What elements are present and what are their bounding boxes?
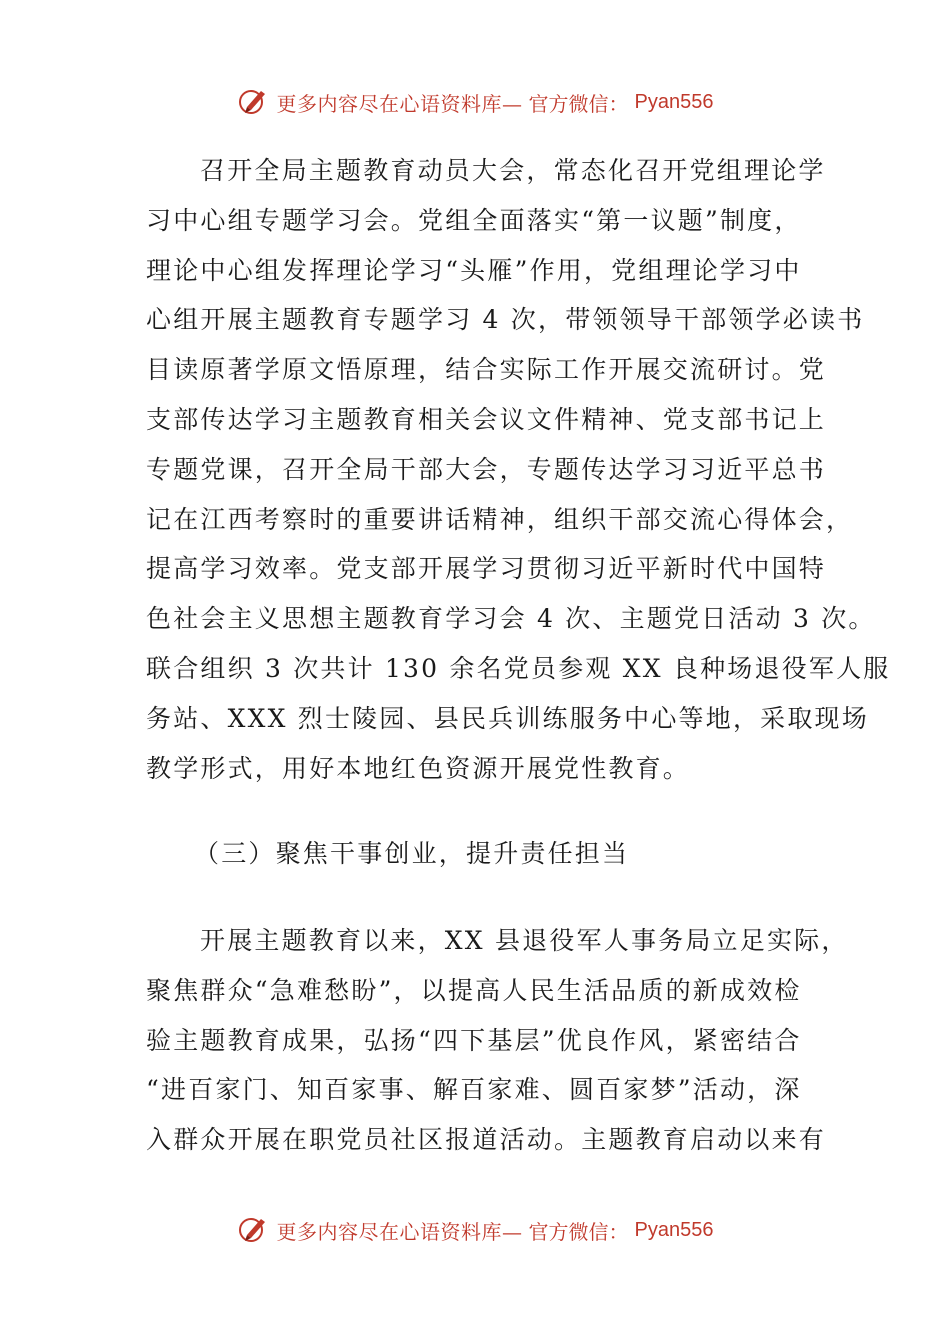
document-body: [146, 146, 891, 793]
text-line: 验主题教育成果，弘扬“四下基层”优良作风，紧密结合: [146, 1025, 802, 1055]
paragraph-2: [146, 916, 849, 1165]
text-line: 开展主题教育以来，XX 县退役军人事务局立足实际，: [200, 926, 849, 955]
page-footer: [0, 1208, 950, 1252]
text-line: 支部传达学习主题教育相关会议文件精神、党支部书记上: [146, 404, 827, 434]
text-line: 提高学习效率。党支部开展学习贯彻习近平新时代中国特: [146, 554, 827, 584]
text-line: 习中心组专题学习会。党组全面落实“第一议题”制度，: [146, 205, 802, 235]
paragraph-1: [146, 146, 891, 793]
section-heading: （三）聚焦干事创业，提升责任担当: [194, 839, 630, 868]
text-line: 理论中心组发挥理论学习“头雁”作用，党组理论学习中: [146, 255, 802, 285]
header-banner: [237, 85, 714, 119]
footer-brand-text: 更多内容尽在心语资料库—: [276, 1219, 523, 1244]
header-wechat-label: 官方微信：: [528, 91, 629, 116]
text-line: 教学形式，用好本地红色资源开展党性教育。: [146, 753, 691, 783]
text-line: 色社会主义思想主题教育学习会 4 次、主题党日活动 3 次。: [146, 604, 876, 634]
text-line: 专题党课，召开全局干部大会，专题传达学习习近平总书: [146, 454, 827, 484]
text-line: 入群众开展在职党员社区报道活动。主题教育启动以来有: [146, 1125, 827, 1155]
text-line: “进百家门、知百家事、解百家难、圆百家梦”活动，深: [146, 1075, 802, 1105]
document-body-continued: [146, 916, 849, 1165]
footer-wechat-id: Pyan556: [634, 1218, 714, 1241]
text-line: 召开全局主题教育动员大会，常态化召开党组理论学: [200, 156, 826, 185]
pen-logo-icon: [237, 85, 271, 119]
header-brand-text: 更多内容尽在心语资料库—: [276, 91, 523, 116]
page-header: [0, 80, 950, 124]
text-line: 目读原著学原文悟原理，结合实际工作开展交流研讨。党: [146, 355, 827, 385]
text-line: 聚焦群众“急难愁盼”，以提高人民生活品质的新成效检: [146, 975, 802, 1005]
header-wechat-id: Pyan556: [634, 90, 714, 113]
pen-logo-icon: [237, 1213, 271, 1247]
text-line: 务站、XXX 烈士陵园、县民兵训练服务中心等地，采取现场: [146, 703, 869, 733]
footer-banner: [237, 1213, 714, 1247]
footer-wechat-label: 官方微信：: [528, 1219, 629, 1244]
text-line: 心组开展主题教育专题学习 4 次，带领领导干部领学必读书: [146, 305, 865, 335]
text-line: 联合组织 3 次共计 130 余名党员参观 XX 良种场退役军人服: [146, 653, 891, 683]
text-line: 记在江西考察时的重要讲话精神，组织干部交流心得体会，: [146, 504, 854, 534]
